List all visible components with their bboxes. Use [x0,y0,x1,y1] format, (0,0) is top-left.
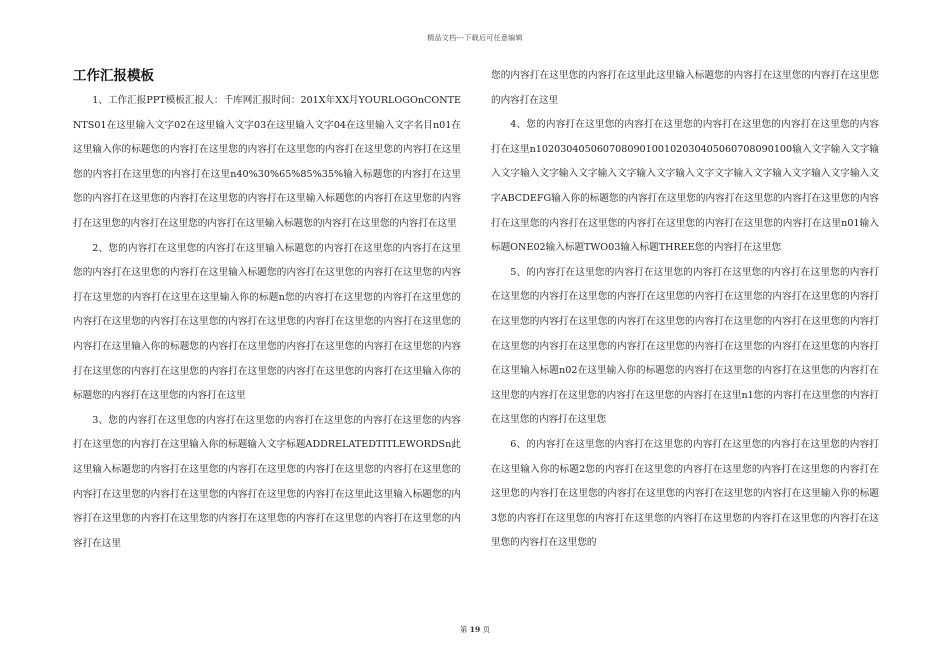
left-column [73,66,461,556]
page-footer [0,624,950,635]
paragraph-2: 2、您的内容打在这里您的内容打在这里输入标题您的内容打在这里您的内容打在这里您的内容打在这里您的内容打在这里输入标题您的内容打在这里您的内容打在这里您的内容打在这里您的内容打在这里在这里输入你的标题n您的内容打在这里您的内容打在这里您的内容打在这里您的内容打在这里您的内容打在这里您的内容打在这里您的内容打在这里您的内容打在这里输入你的标题您的内容打在这里您的内容打在这里您的内容打在这里您的内容打在这里您的内容打在这里您的内容打在这里您的内容打在这里您的内容打在这里输入你的标题您的内容打在这里您的内容打在这里 [73,242,461,402]
paragraph-4: 4、您的内容打在这里您的内容打在这里您的内容打在这里您的内容打在这里您的内容打在这里n102030405060708090100102030405060708090100输入文字输入文字输入文字输入文字输入文字输入文字输入文字输入文字文字输入文字输入文字输入文字输入文字ABCDEFG输入你的标题您的内容打在这里您的内容打在这里您的内容打在这里您的内容打在这里您的内容打在这里您的内容打在这里您的内容打在这里您的内容打在这里n01输入标题ONE02输入标题TWO03输入标题THREE您的内容打在这里您 [491,119,879,254]
document-title: 工作汇报模板 [73,68,154,84]
page-number-prefix: 第 [459,625,468,634]
paragraph-3: 3、您的内容打在这里您的内容打在这里您的内容打在这里您的内容打在这里您的内容打在这里您的内容打在这里输入你的标题输入文字标题ADDRELATEDTITLEWORDSn此这里输入标题您的内容打在这里您的内容打在这里您的内容打在这里您的内容打在这里您的内容打在这里您的内容打在这里您的内容打在这里您的内容打在这里此这里输入标题您的内容打在这里您的内容打在这里您的内容打在这里您的内容打在这里您的内容打在这里您的内容打在这里 [73,414,461,549]
page-header: 精品文档---下载后可任意编辑 [427,34,523,42]
paragraph-5: 5、的内容打在这里您的内容打在这里您的内容打在这里您的内容打在这里您的内容打在这里您的内容打在这里您的内容打在这里您的内容打在这里您的内容打在这里您的内容打在这里您的内容打在这里您的内容打在这里您的内容打在这里您的内容打在这里您的内容打在这里您的内容打在这里您的内容打在这里您的内容打在这里您的内容打在这里您的内容打在这里输入标题n02在这里输入你的标题您的内容打在这里您的内容打在这里您的内容打在这里您的内容打在这里您的内容打在这里您的内容打在这里n1您的内容打在这里您的内容打在这里您的内容打在这里您 [491,266,879,426]
page-number: 19 [469,625,481,634]
page-number-suffix: 页 [482,625,491,634]
paragraph-1: 1、工作汇报PPT模板汇报人：千库网汇报时间：201X年XX月YOURLOGOnCONTENTS01在这里输入文字02在这里输入文字03在这里输入文字04在这里输入文字名目n01在这里输入你的标题您的内容打在这里您的内容打在这里您的内容打在这里您的内容打在这里您的内容打在这里您的内容打在这里n40%30%65%85%35%输入标题您的内容打在这里您的内容打在这里您的内容打在这里您的内容打在这里输入标题您的内容打在这里您的内容打在这里您的内容打在这里您的内容打在这里输入标题您的内容打在这里您的内容打在这里 [73,95,461,229]
paragraph-3-continued: 您的内容打在这里您的内容打在这里此这里输入标题您的内容打在这里您的内容打在这里您的内容打在这里 [491,70,879,106]
right-column [491,64,879,556]
paragraph-6: 6、的内容打在这里您的内容打在这里您的内容打在这里您的内容打在这里您的内容打在这里输入你的标题2您的内容打在这里您的内容打在这里您的内容打在这里您的内容打在这里您的内容打在这里您的内容打在这里您的内容打在这里您的内容打在这里输入你的标题3您的内容打在这里您的内容打在这里您的内容打在这里您的内容打在这里您的内容打在这里您的内容打在这里您的 [491,438,879,549]
